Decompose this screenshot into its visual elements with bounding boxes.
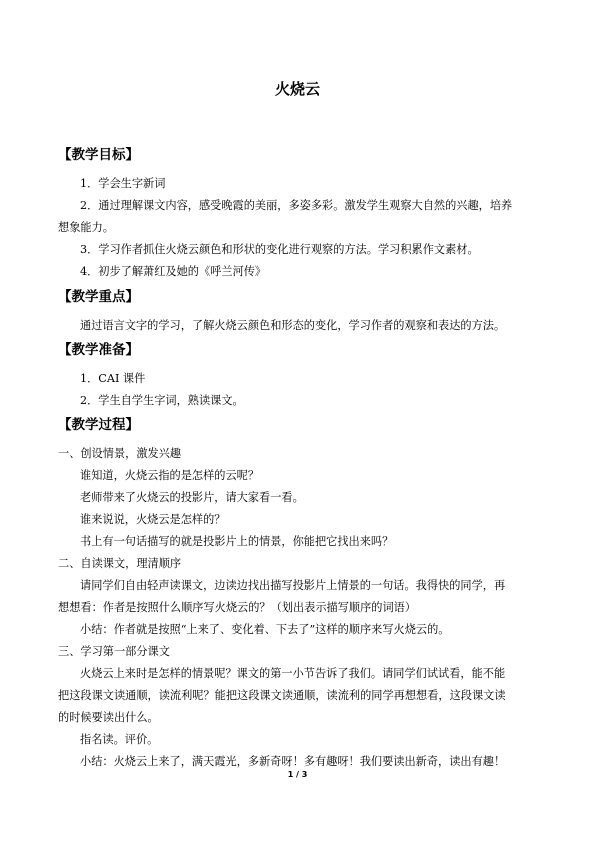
paragraph-line: 小结：火烧云上来了，满天霞光，多新奇呀！多有趣呀！我们要读出新奇，读出有趣！ xyxy=(80,755,506,768)
document-title: 火烧云 xyxy=(274,80,320,98)
paragraph-line: 指名读。评价。 xyxy=(80,733,159,746)
paragraph-line: 小结：作者就是按照“上来了、变化着、下去了”这样的顺序来写火烧云的。 xyxy=(80,623,450,636)
paragraph-line: 老师带来了火烧云的投影片，请大家看一看。 xyxy=(80,491,304,504)
paragraph-line: 火烧云上来时是怎样的情景呢？课文的第一小节告诉了我们。请同学们试试看，能不能 xyxy=(80,667,506,680)
section-heading-process: 【教学过程】 xyxy=(58,417,139,433)
section-heading-key-points: 【教学重点】 xyxy=(58,289,139,305)
paragraph-line: 谁知道，火烧云指的是怎样的云呢？ xyxy=(80,469,260,482)
paragraph-line: 4．初步了解萧红及她的《呼兰河传》 xyxy=(80,265,267,278)
paragraph-line: 想想看：作者是按照什么顺序写火烧云的？（划出表示描写顺序的词语） xyxy=(58,601,417,614)
section-heading-preparation: 【教学准备】 xyxy=(58,342,139,358)
paragraph-line: 谁来说说，火烧云是怎样的？ xyxy=(80,513,226,526)
paragraph-line: 2．学生自学生字词，熟读课文。 xyxy=(80,394,244,407)
subsection-heading: 三、学习第一部分课文 xyxy=(58,645,170,658)
subsection-heading: 一、创设情景，激发兴趣 xyxy=(58,447,182,460)
paragraph-line: 3．学习作者抓住火烧云颜色和形状的变化进行观察的方法。学习积累作文素材。 xyxy=(80,243,479,256)
paragraph-line: 2．通过理解课文内容，感受晚霞的美丽，多姿多彩。激发学生观察大自然的兴趣，培养 xyxy=(80,199,513,212)
paragraph-line: 书上有一句话描写的就是投影片上的情景，你能把它找出来吗？ xyxy=(80,535,394,548)
paragraph-line: 想象能力。 xyxy=(58,221,114,234)
paragraph-line: 把这段课文读通顺，读流利呢？能把这段课文读通顺，读流利的同学再想想看，这段课文读 xyxy=(58,689,506,702)
paragraph-line: 请同学们自由轻声读课文，边读边找出描写投影片上情景的一句话。我得快的同学，再 xyxy=(80,579,506,592)
paragraph-line: 通过语言文字的学习，了解火烧云颜色和形态的变化，学习作者的观察和表达的方法。 xyxy=(80,319,506,332)
paragraph-line: 的时候要读出什么。 xyxy=(58,711,159,724)
page-number: 1 / 3 xyxy=(287,770,308,779)
section-heading-objectives: 【教学目标】 xyxy=(58,147,139,163)
paragraph-line: 1．CAI 课件 xyxy=(80,372,146,385)
subsection-heading: 二、自读课文，理清顺序 xyxy=(58,557,182,570)
paragraph-line: 1．学会生字新词 xyxy=(80,177,166,190)
